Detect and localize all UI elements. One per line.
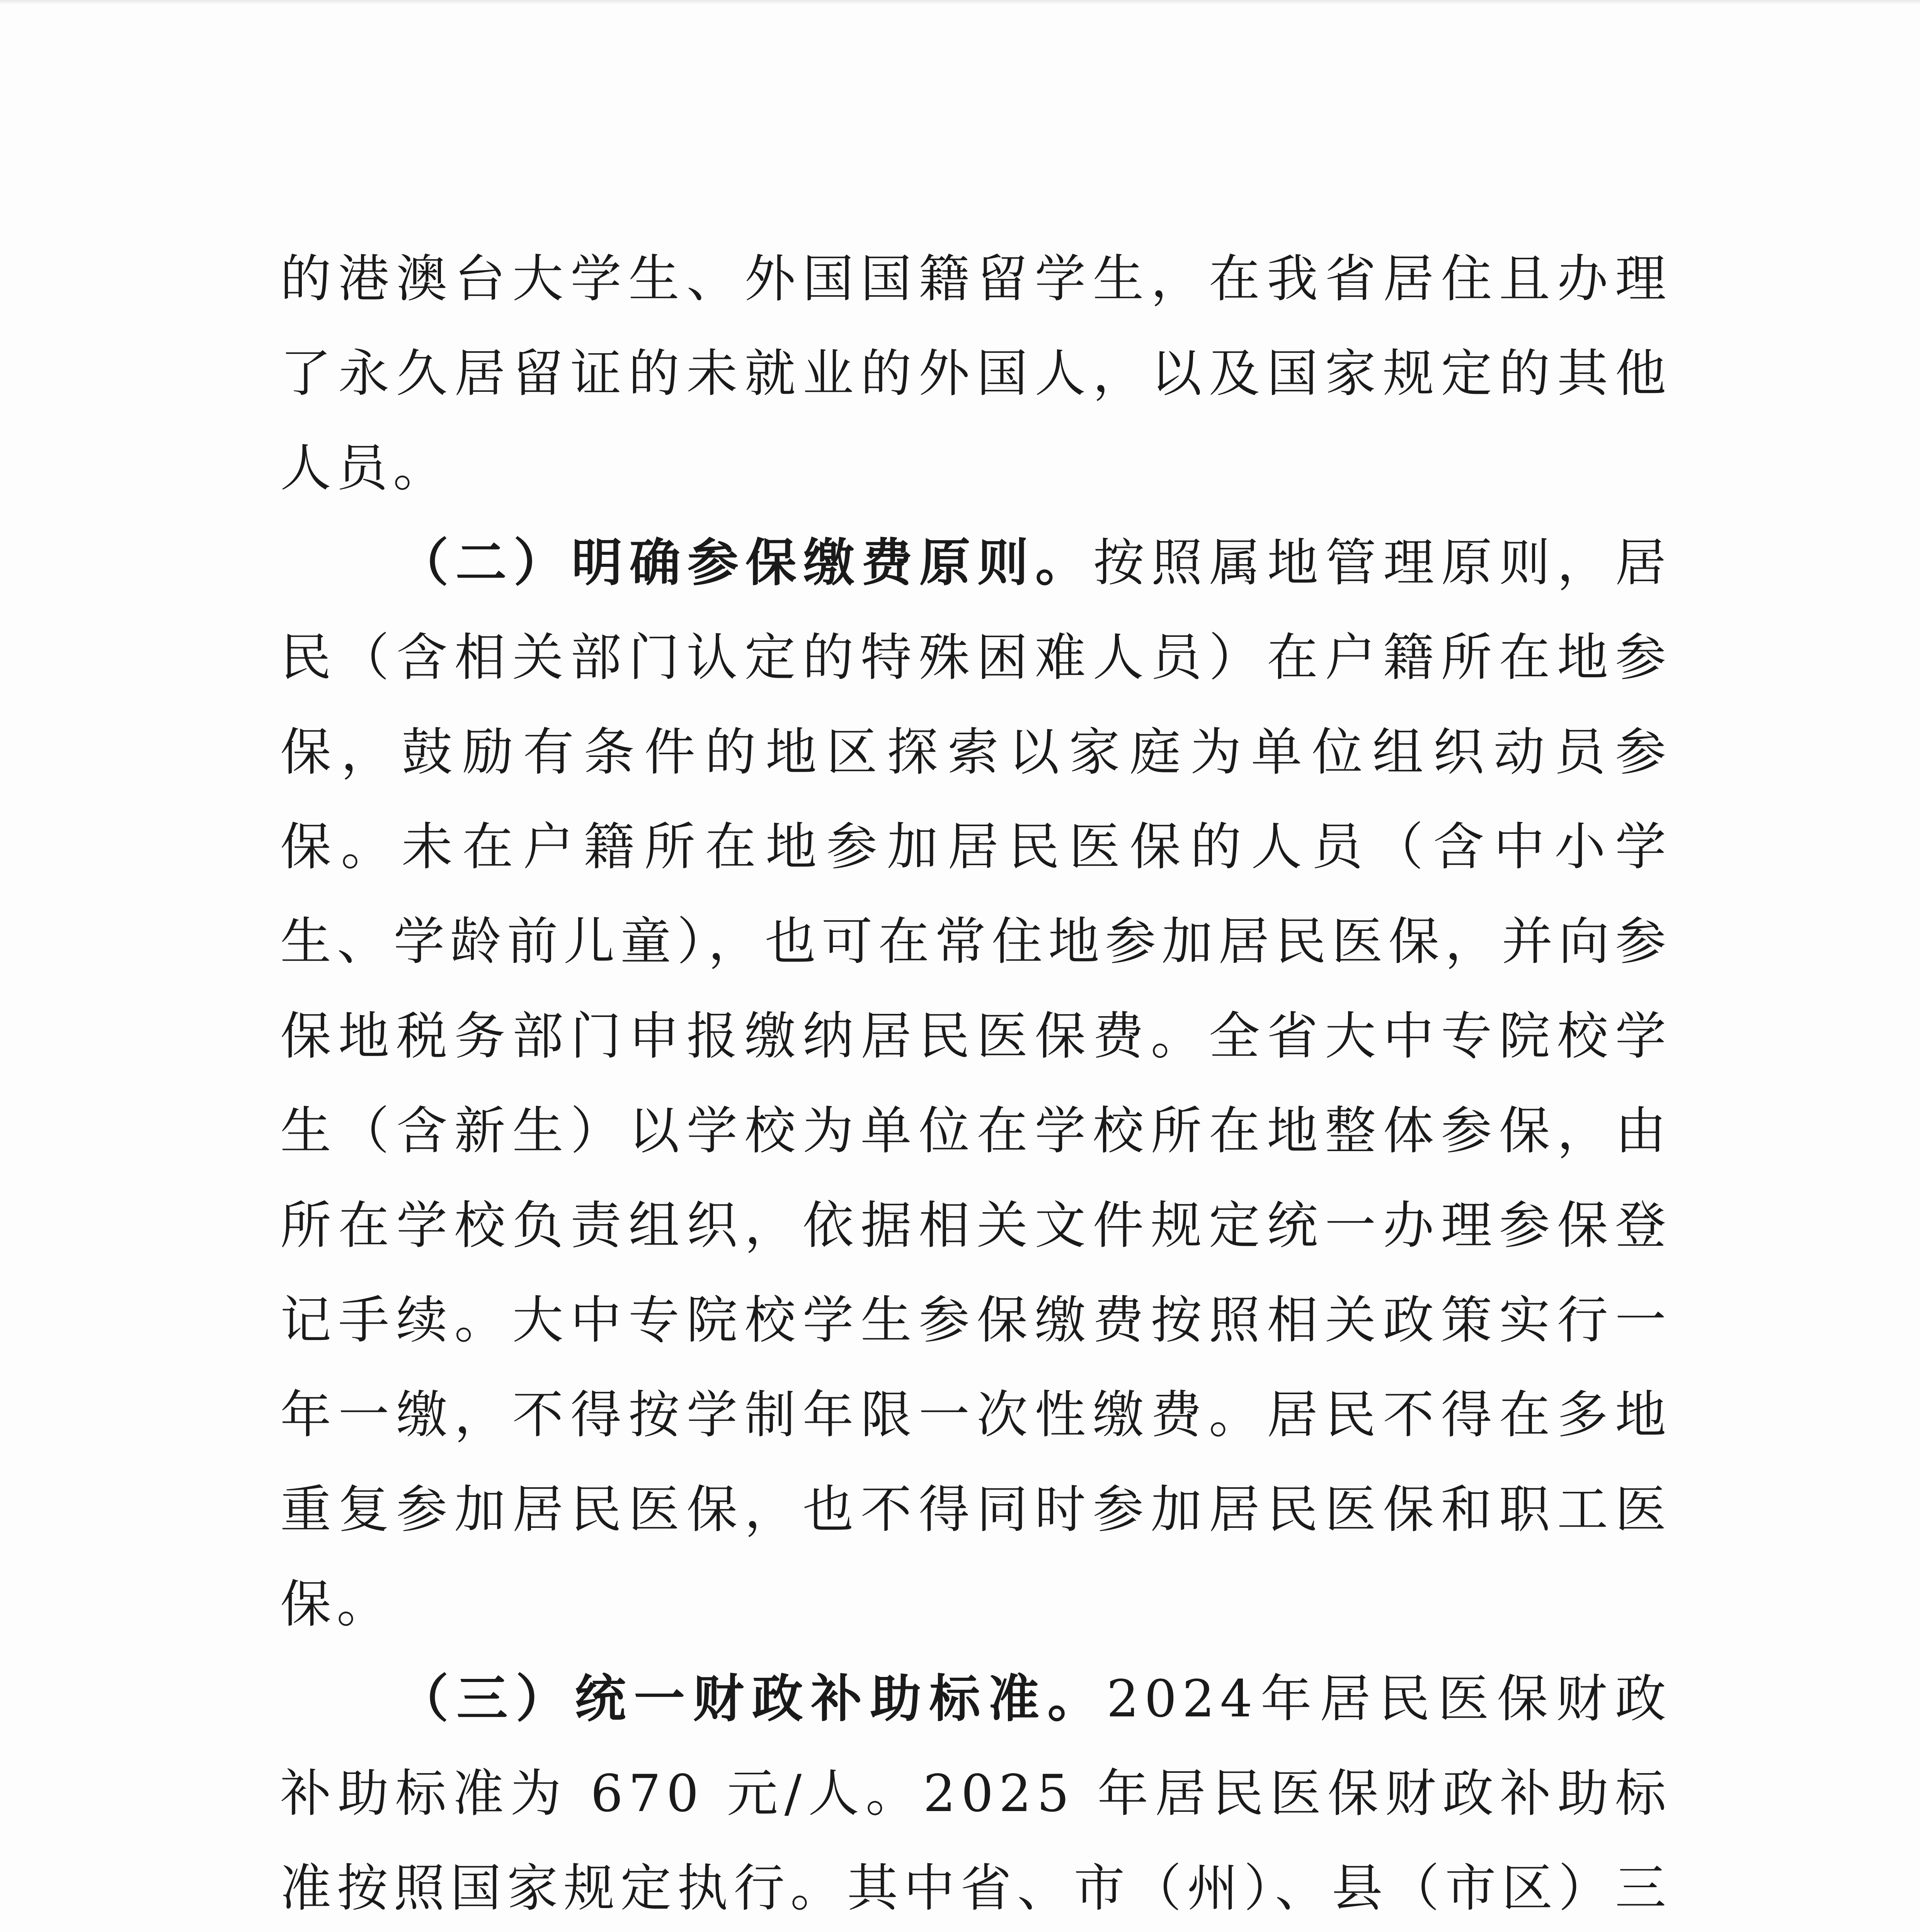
section-heading: （三）统一财政补助标准。	[397, 1669, 1106, 1729]
paragraph-contribution-principle	[280, 516, 1671, 1652]
paragraph-continuation	[280, 232, 1671, 516]
paragraph-text: 按照属地管理原则，居民（含相关部门认定的特殊困难人员）在户籍所在地参保，鼓励有条件的地区探索以家庭为单位组织动员参保。未在户籍所在地参加居民医保的人员（含中小学生、学龄前儿童），也可在常住地参加居民医保，并向参保地税务部门申报缴纳居民医保费。全省大中专院校学生（含新生）以学校为单位在学校所在地整体参保，由所在学校负责组织，依据相关文件规定统一办理参保登记手续。大中专院校学生参保缴费按照相关政策实行一年一缴，不得按学制年限一次性缴费。居民不得在多地重复参加居民医保，也不得同时参加居民医保和职工医保。	[280, 533, 1672, 1634]
section-heading: （二）明确参保缴费原则。	[397, 533, 1093, 593]
scan-edge-top	[0, 0, 1920, 5]
document-body	[280, 232, 1671, 1932]
paragraph-text: 的港澳台大学生、外国国籍留学生，在我省居住且办理了永久居留证的未就业的外国人，以及国家规定的其他人员。	[280, 249, 1671, 498]
paragraph-subsidy-standard	[280, 1652, 1671, 1932]
paragraph-text: 2024年居民医保财政补助标准为 670 元/人。2025 年居民医保财政补助标准按照国家规定执行。其中省、市（州）、县（市区）三	[280, 1669, 1671, 1918]
